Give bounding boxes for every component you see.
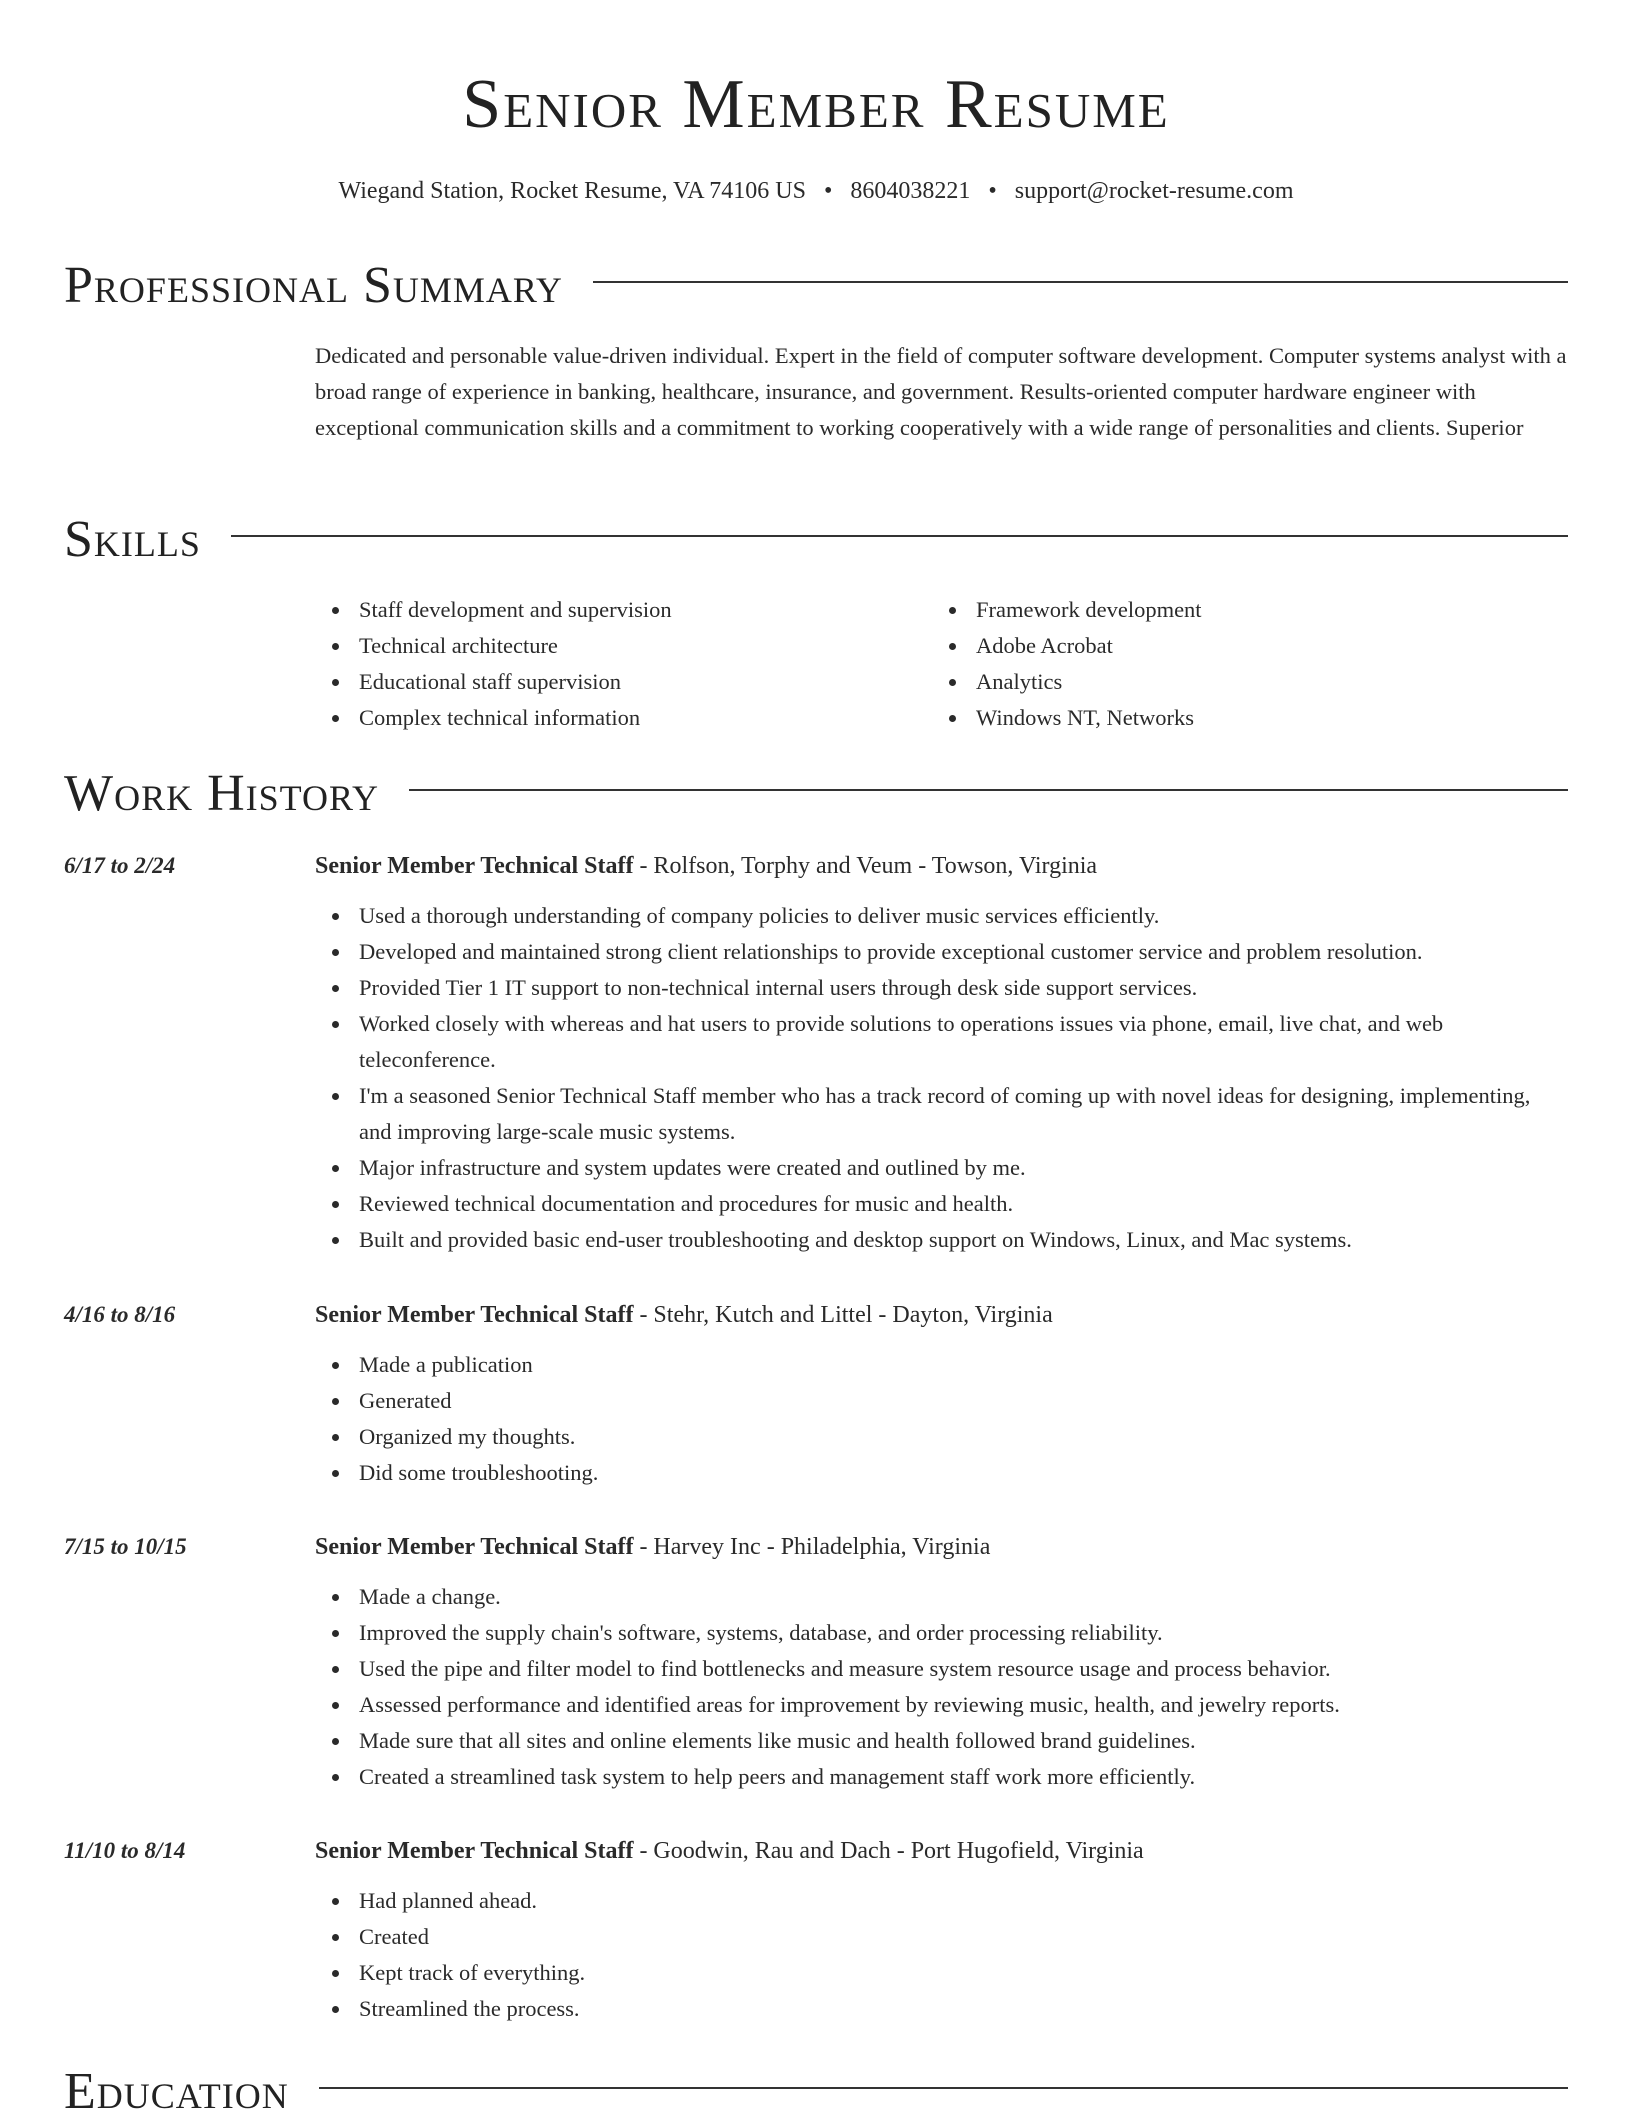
skill-item: Windows NT, Networks xyxy=(932,700,1549,736)
education-section-header xyxy=(64,2060,1568,2124)
job-heading xyxy=(315,1833,1568,1869)
skills-title: Skills xyxy=(64,511,201,568)
contact-line xyxy=(64,174,1568,208)
job-bullet: Organized my thoughts. xyxy=(315,1419,1568,1455)
job-dates: 7/15 to 10/15 xyxy=(64,1534,187,1559)
job-role: Senior Member Technical Staff xyxy=(315,853,634,879)
contact-address: Wiegand Station, Rocket Resume, VA 74106 US xyxy=(338,178,806,204)
job-bullets xyxy=(315,898,1568,1258)
job-entry xyxy=(315,848,1568,1258)
job-bullet: I'm a seasoned Senior Technical Staff member who has a track record of coming up with novel ideas for designing, implementing, and improving large-scale music systems. xyxy=(315,1078,1568,1150)
skill-item: Framework development xyxy=(932,592,1549,628)
section-divider xyxy=(593,281,1568,283)
job-bullets xyxy=(315,1883,1568,2027)
job-role: Senior Member Technical Staff xyxy=(315,1302,634,1328)
work-title: Work History xyxy=(64,765,380,822)
skill-item: Adobe Acrobat xyxy=(932,628,1549,664)
job-entry xyxy=(315,1297,1568,1491)
job-dates: 4/16 to 8/16 xyxy=(64,1302,176,1327)
section-divider xyxy=(319,2087,1568,2089)
job-entry xyxy=(315,1529,1568,1795)
job-entry xyxy=(315,1833,1568,2027)
contact-separator: • xyxy=(823,178,833,204)
skill-item: Technical architecture xyxy=(315,628,932,664)
skill-item: Educational staff supervision xyxy=(315,664,932,700)
contact-phone: 8604038221 xyxy=(850,178,971,204)
job-bullet: Made a publication xyxy=(315,1347,1568,1383)
job-employer: - Harvey Inc - Philadelphia, Virginia xyxy=(633,1534,991,1560)
job-heading xyxy=(315,1529,1568,1565)
job-employer: - Rolfson, Torphy and Veum - Towson, Virginia xyxy=(633,853,1098,879)
section-divider xyxy=(409,789,1568,791)
job-bullet: Provided Tier 1 IT support to non-technical internal users through desk side support services. xyxy=(315,970,1568,1006)
job-bullet: Improved the supply chain's software, systems, database, and order processing reliability. xyxy=(315,1615,1568,1651)
job-dates: 6/17 to 2/24 xyxy=(64,853,176,878)
contact-separator: • xyxy=(988,178,997,204)
job-employer: - Goodwin, Rau and Dach - Port Hugofield, Virginia xyxy=(633,1838,1144,1864)
skills-list xyxy=(315,592,1568,736)
skills-column-right xyxy=(932,592,1549,736)
summary-title: Professional Summary xyxy=(64,257,563,314)
skills-column-left xyxy=(315,592,932,736)
job-bullet: Had planned ahead. xyxy=(315,1883,1568,1919)
job-role: Senior Member Technical Staff xyxy=(315,1534,634,1560)
job-role: Senior Member Technical Staff xyxy=(315,1838,634,1864)
section-divider xyxy=(231,535,1568,537)
job-heading xyxy=(315,1297,1568,1333)
job-bullet: Generated xyxy=(315,1383,1568,1419)
job-bullet: Worked closely with whereas and hat users to provide solutions to operations issues via phone, email, live chat, and web teleconference. xyxy=(315,1006,1568,1078)
job-bullet: Used the pipe and filter model to find bottlenecks and measure system resource usage and process behavior. xyxy=(315,1651,1568,1687)
job-bullet: Developed and maintained strong client relationships to provide exceptional customer service and problem resolution. xyxy=(315,934,1568,970)
job-employer: - Stehr, Kutch and Littel - Dayton, Virginia xyxy=(633,1302,1053,1328)
summary-section-header xyxy=(64,254,1568,318)
job-bullet: Made sure that all sites and online elements like music and health followed brand guidelines. xyxy=(315,1723,1568,1759)
job-bullet: Made a change. xyxy=(315,1579,1568,1615)
skill-item: Staff development and supervision xyxy=(315,592,932,628)
job-bullets xyxy=(315,1347,1568,1491)
job-bullet: Used a thorough understanding of company policies to deliver music services efficiently. xyxy=(315,898,1568,934)
job-dates: 11/10 to 8/14 xyxy=(64,1838,186,1863)
job-bullet: Major infrastructure and system updates were created and outlined by me. xyxy=(315,1150,1568,1186)
job-bullet: Created xyxy=(315,1919,1568,1955)
job-bullet: Reviewed technical documentation and procedures for music and health. xyxy=(315,1186,1568,1222)
job-bullet: Assessed performance and identified areas for improvement by reviewing music, health, and jewelry reports. xyxy=(315,1687,1568,1723)
job-bullet: Did some troubleshooting. xyxy=(315,1455,1568,1491)
work-section-header xyxy=(64,762,1568,826)
job-bullet: Built and provided basic end-user troubleshooting and desktop support on Windows, Linux, and Mac systems. xyxy=(315,1222,1568,1258)
job-heading xyxy=(315,848,1568,884)
skill-item: Complex technical information xyxy=(315,700,932,736)
education-title: Education xyxy=(64,2063,289,2120)
job-bullet: Streamlined the process. xyxy=(315,1991,1568,2027)
job-bullets xyxy=(315,1579,1568,1795)
contact-email: support@rocket-resume.com xyxy=(1014,178,1294,204)
resume-name: Senior Member Resume xyxy=(462,66,1170,143)
skills-section-header xyxy=(64,508,1568,572)
job-bullet: Kept track of everything. xyxy=(315,1955,1568,1991)
job-bullet: Created a streamlined task system to help peers and management staff work more efficiently. xyxy=(315,1759,1568,1795)
skill-item: Analytics xyxy=(932,664,1549,700)
summary-text: Dedicated and personable value-driven individual. Expert in the field of computer software development. Computer systems analyst with a broad range of experience in banking, healthcare, insurance, and government. Results-oriented computer hardware engineer with exceptional communication skills and a commitment to working cooperatively with a wide range of personalities and clients. Superior xyxy=(315,343,1567,440)
